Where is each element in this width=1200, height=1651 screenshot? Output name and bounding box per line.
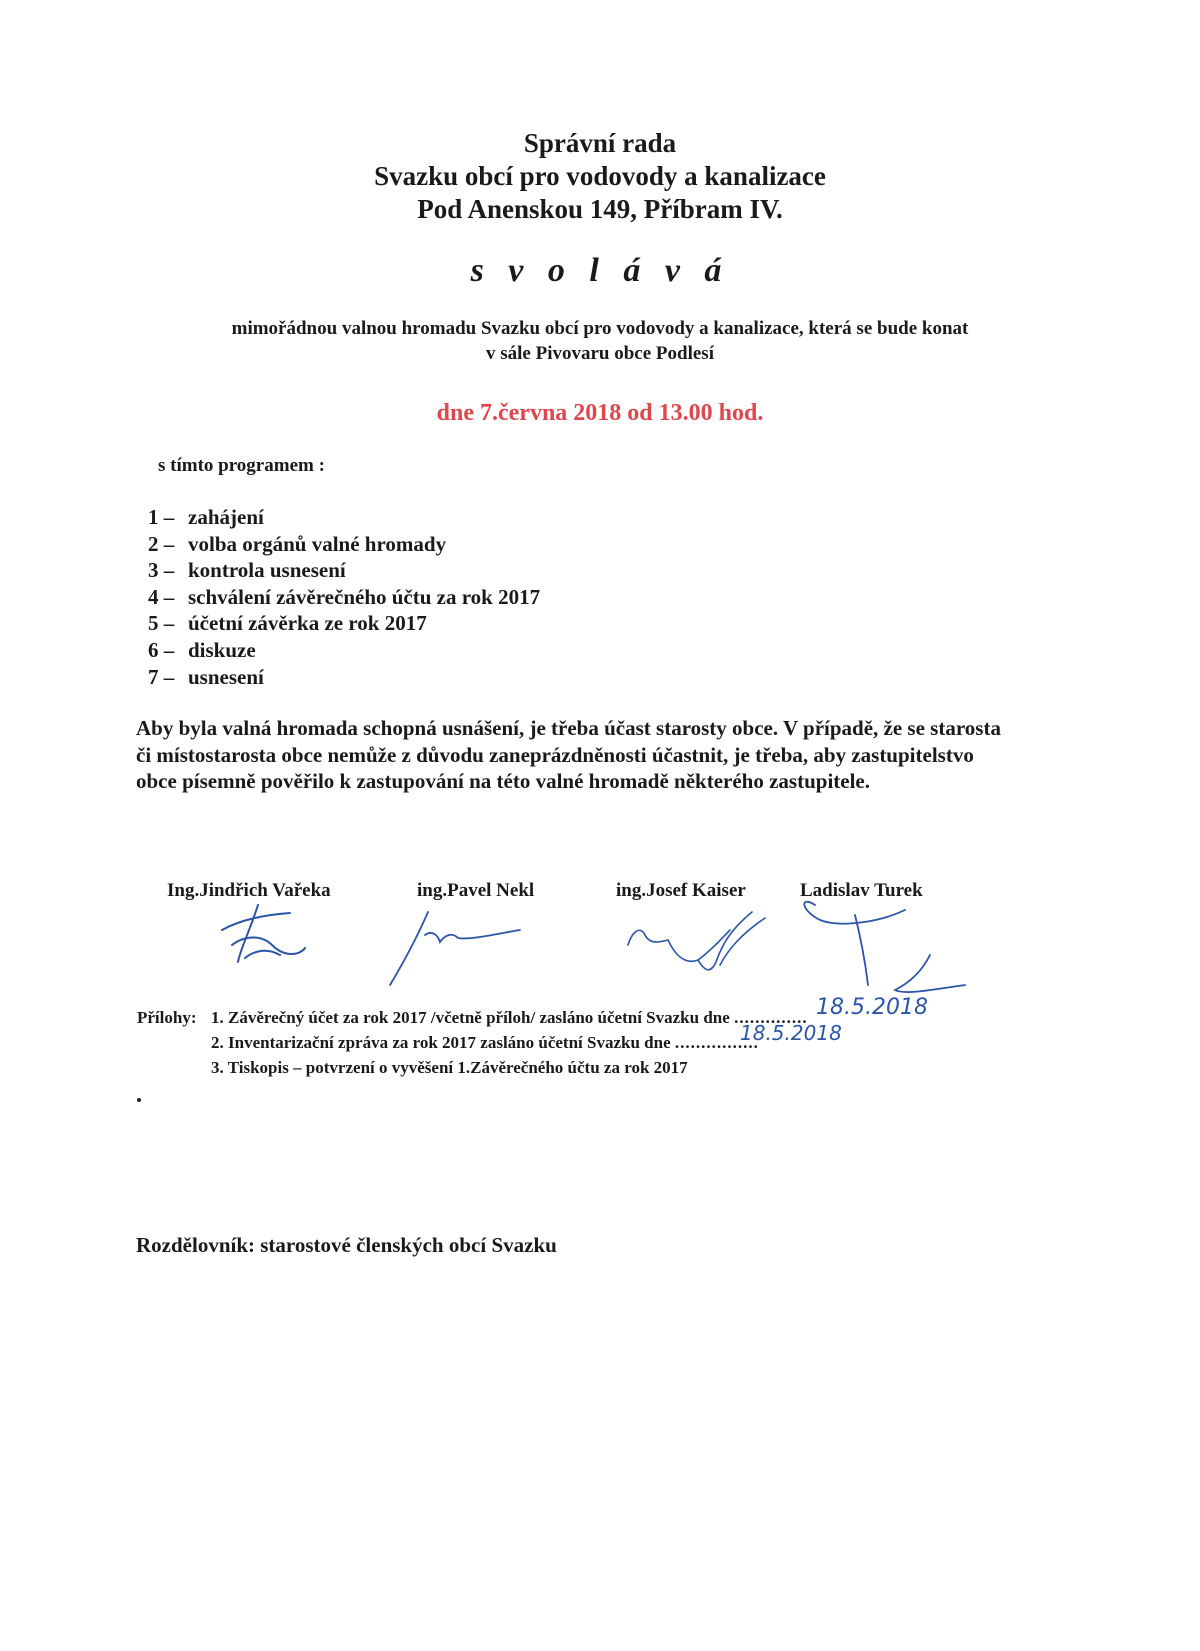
agenda-item [148,532,540,559]
handwritten-date-1: 18.5.2018 [816,995,928,1020]
agenda-item-text: zahájení [188,505,264,529]
attachment-text: 3. Tiskopis – potvrzení o vyvěšení 1.Závěrečného účtu za rok 2017 [211,1058,688,1077]
header-address: Pod Anenskou 149, Příbram IV. [417,194,783,224]
agenda-item [148,665,540,692]
distribution-list: Rozdělovník: starostové členských obcí Svazku [136,1233,557,1257]
signer-name: ing.Pavel Nekl [417,880,535,901]
signature-varekaa [222,905,305,962]
attachment-text: 1. Závěrečný účet za rok 2017 /včetně příloh/ zasláno účetní Svazku dne [211,1008,730,1027]
header-organization: Svazku obcí pro vodovody a kanalizace [374,161,826,191]
signer-name: ing.Josef Kaiser [616,880,746,901]
quorum-paragraph: Aby byla valná hromada schopná usnášení, je třeba účast starosty obce. V případě, že se starosta či místostarosta obce nemůže z důvodu zaneprázdněnosti účastnit, je třeba, aby zastupitelstvo obce písemně pověřilo k zastupování na této valné hromadě některého zastupitele. [136,716,1001,793]
agenda-item [148,585,540,612]
agenda-item-number: 5 – [148,611,175,636]
attachment-dots: ................ [674,1033,759,1052]
agenda-item-text: schválení závěrečného účtu za rok 2017 [188,584,541,609]
agenda-item-number: 6 – [148,637,175,662]
agenda-item-number: 3 – [148,558,175,583]
attachments-label: Přílohy: [137,1008,197,1027]
signer-name: Ing.Jindřich Vařeka [167,880,331,901]
stray-dot [137,1098,141,1102]
agenda-item-number: 4 – [148,584,175,609]
attachment-dots: .............. [734,1008,808,1027]
meeting-date: dne 7.června 2018 od 13.00 hod. [436,400,764,426]
agenda-item-text: volba orgánů valné hromady [188,531,447,556]
agenda-item [148,638,540,665]
signature-kaiser [628,912,765,970]
agenda-item [148,611,540,638]
agenda-item [148,505,540,532]
attachment-item-2 [211,1033,759,1053]
intro-line-1: mimořádnou valnou hromadu Svazku obcí pro vodovody a kanalizace, která se bude konat [231,318,969,339]
agenda-item [148,558,540,585]
attachment-text: 2. Inventarizační zpráva za rok 2017 zasláno účetní Svazku dne [211,1033,671,1052]
agenda-item-number: 2 – [148,531,175,556]
agenda-item-text: diskuze [188,637,256,662]
attachment-item-3 [211,1058,688,1078]
signer-name: Ladislav Turek [800,880,923,901]
agenda-list [148,505,540,691]
agenda-item-number: 1 – [148,505,175,529]
signature-nekl [390,912,520,985]
attachment-item-1 [211,1008,808,1028]
agenda-item-text: kontrola usnesení [188,558,346,583]
program-label: s tímto programem : [158,455,325,476]
agenda-item-text: účetní závěrka ze rok 2017 [188,611,427,636]
intro-line-2: v sále Pivovaru obce Podlesí [486,343,714,364]
handwritten-date-2: 18.5.2018 [740,1021,842,1045]
convenes-heading: s v o l á v á [470,252,730,289]
agenda-item-text: usnesení [188,664,264,689]
header-title: Správní rada [523,128,677,158]
agenda-item-number: 7 – [148,664,175,689]
signature-turek [804,902,965,992]
